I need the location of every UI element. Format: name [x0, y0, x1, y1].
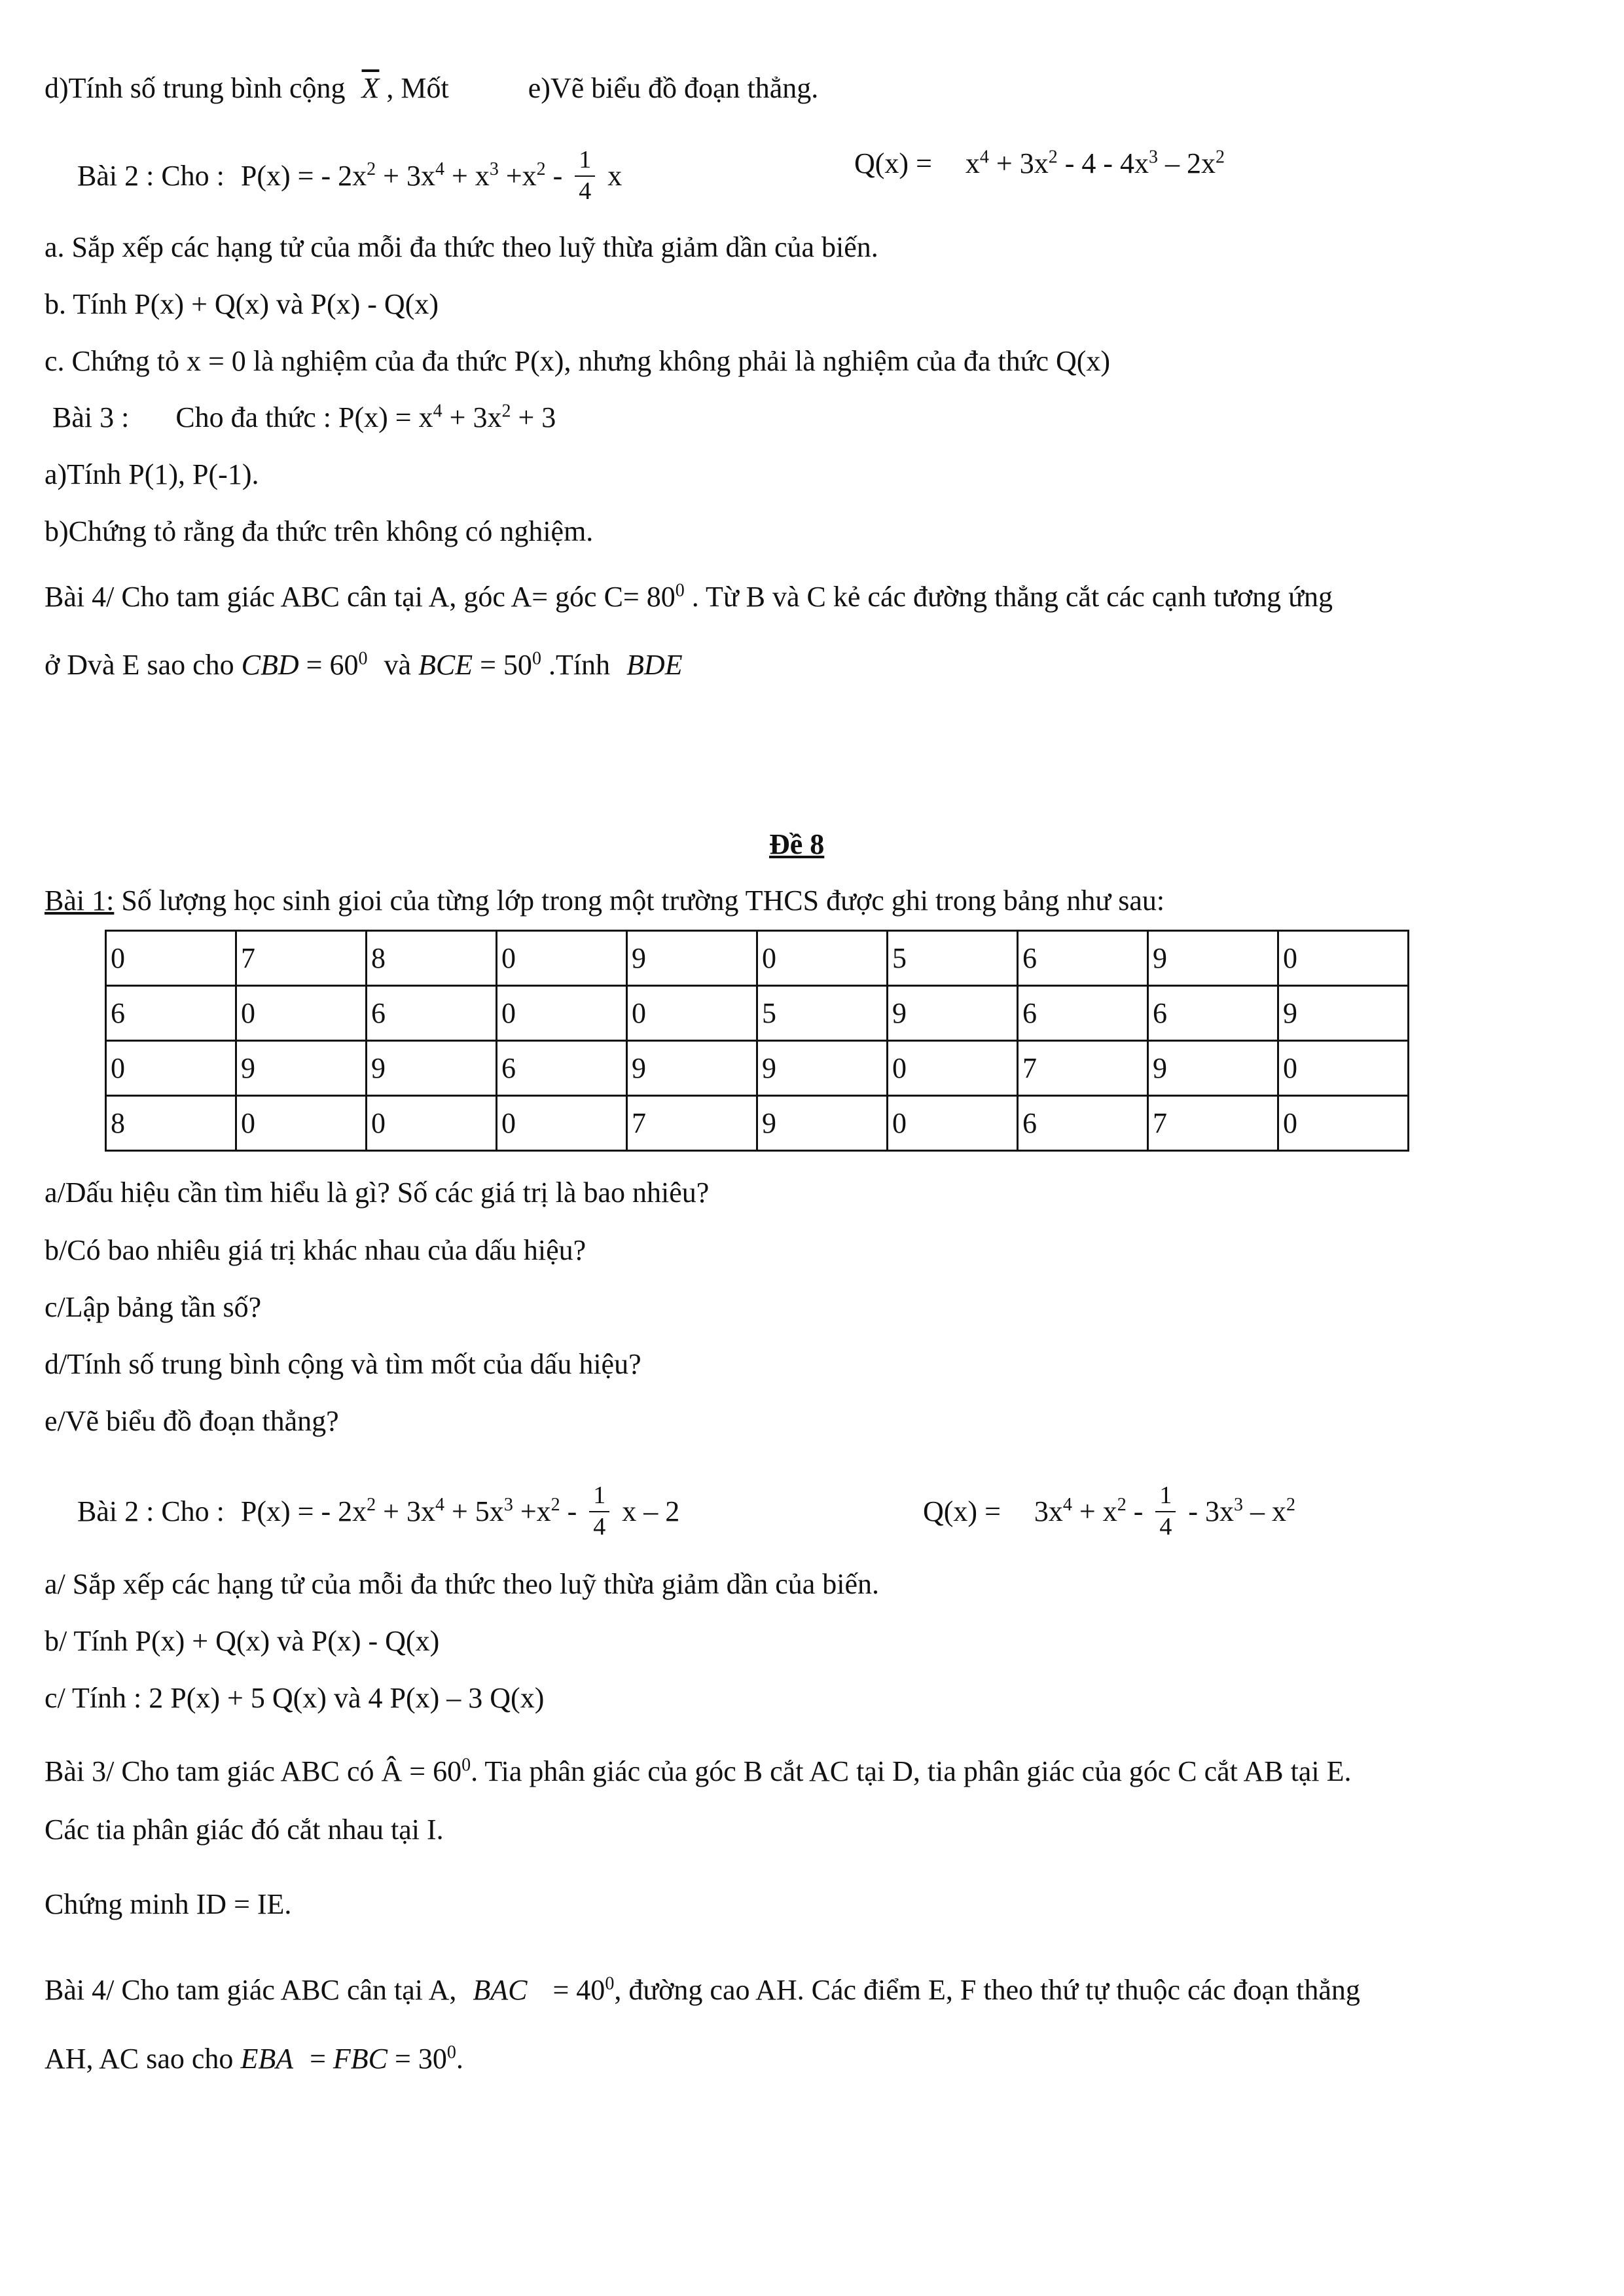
text-fragment: Bài 1:: [45, 884, 115, 917]
text-fragment: Bài 2 : Cho :: [77, 159, 225, 192]
exponent: 3: [1149, 147, 1159, 168]
table-cell: 6: [367, 986, 497, 1041]
prev-bai4-line2: [45, 648, 683, 681]
table-cell: 9: [236, 1041, 367, 1096]
de8-bai1-c: c/Lập bảng tần số?: [45, 1291, 262, 1323]
exponent: 2: [1216, 147, 1225, 168]
exponent: 2: [1117, 1495, 1127, 1516]
table-row: [106, 931, 1409, 986]
angle-name: CBD: [241, 649, 299, 681]
text-fragment: P(x) = - 2x: [240, 159, 367, 192]
exponent: 4: [435, 1495, 444, 1516]
table-row: [106, 1041, 1409, 1096]
exponent: 4: [435, 159, 444, 180]
table-cell: 9: [1148, 931, 1278, 986]
text-fragment: x: [607, 159, 623, 192]
exponent: 2: [367, 159, 376, 180]
text-fragment: +x: [505, 159, 537, 192]
text-fragment: = 30: [395, 2043, 447, 2075]
text-fragment: và: [384, 649, 411, 681]
text-fragment: x – 2: [622, 1495, 680, 1527]
angle-name: EBA: [240, 2043, 294, 2075]
exponent: 2: [501, 401, 511, 422]
text-fragment: - 4 - 4x: [1064, 147, 1149, 179]
exponent: 2: [1048, 147, 1058, 168]
de8-bai3-line1: [45, 1757, 1351, 1786]
text-fragment: + 3x: [383, 1495, 435, 1527]
exponent: 2: [550, 1495, 560, 1516]
text-fragment: + x: [1079, 1495, 1117, 1527]
fraction-numerator: 1: [575, 147, 595, 177]
table-cell: 0: [497, 931, 627, 986]
table-cell: 0: [106, 1041, 236, 1096]
table-cell: 0: [236, 1096, 367, 1151]
table-cell: 0: [757, 931, 888, 986]
text-fragment: – x: [1250, 1495, 1287, 1527]
table-cell: 9: [627, 1041, 757, 1096]
text-fragment: + 3x: [449, 401, 502, 433]
table-cell: 6: [1018, 931, 1148, 986]
exponent: 3: [1234, 1495, 1244, 1516]
exponent: 2: [367, 1495, 376, 1516]
table-cell: 9: [1278, 986, 1409, 1041]
text-fragment: Bài 3/ Cho tam giác ABC có Â = 60: [45, 1755, 462, 1787]
text-fragment: +x: [520, 1495, 551, 1527]
prev-bai2-polynomials: [77, 146, 623, 208]
table-cell: 7: [1148, 1096, 1278, 1151]
de8-bai2-Q: [923, 1482, 1296, 1544]
text-fragment: Q(x) =: [923, 1495, 1001, 1527]
fraction-numerator: 1: [1155, 1482, 1176, 1512]
data-table: [105, 930, 1409, 1152]
table-cell: 9: [757, 1096, 888, 1151]
text-fragment: Q(x) =: [854, 147, 932, 179]
de8-bai2-a: a/ Sắp xếp các hạng tử của mỗi đa thức theo luỹ thừa giảm dần của biến.: [45, 1568, 880, 1600]
text-fragment: + 3x: [383, 159, 435, 192]
text-fragment: + 5x: [451, 1495, 504, 1527]
text-fragment: -: [1133, 1495, 1144, 1527]
mean-symbol: $\overline{X}$: [361, 72, 380, 104]
table-cell: 9: [367, 1041, 497, 1096]
angle-name: BCE: [418, 649, 473, 681]
table-cell: 0: [1278, 1096, 1409, 1151]
table-cell: 0: [236, 986, 367, 1041]
text-fragment: P(x) = - 2x: [240, 1495, 367, 1527]
table-cell: 5: [757, 986, 888, 1041]
table-cell: 0: [106, 931, 236, 986]
table-cell: 6: [106, 986, 236, 1041]
table-cell: 0: [1278, 931, 1409, 986]
text-fragment: =: [310, 2043, 326, 2075]
exponent: 0: [675, 580, 685, 601]
exponent: 3: [503, 1495, 513, 1516]
de8-bai1-intro: [45, 886, 1164, 915]
text-fragment: -: [567, 1495, 577, 1527]
text-fragment: Bài 2 : Cho :: [77, 1495, 225, 1527]
text-fragment: = 40: [552, 1974, 605, 2006]
exponent: 3: [489, 159, 499, 180]
fraction-denominator: 4: [1159, 1512, 1172, 1540]
fraction: [575, 147, 595, 206]
table-cell: 9: [1148, 1041, 1278, 1096]
exponent: 0: [532, 648, 541, 669]
angle-name: FBC: [333, 2043, 388, 2075]
text-fragment: x: [965, 147, 980, 179]
table-cell: 9: [627, 931, 757, 986]
text-fragment: e)Vẽ biểu đồ đoạn thẳng.: [528, 72, 819, 104]
prev-bai2-b: b. Tính P(x) + Q(x) và P(x) - Q(x): [45, 288, 439, 320]
text-fragment: . Tia phân giác của góc B cắt AC tại D, tia phân giác của góc C cắt AB tại E.: [471, 1755, 1352, 1787]
text-fragment: Bài 4/ Cho tam giác ABC cân tại A, góc A= góc C= 80: [45, 581, 676, 613]
text-fragment: Số lượng học sinh gioi của từng lớp trong một trường THCS được ghi trong bảng như sau:: [114, 884, 1165, 917]
exponent: 4: [1062, 1495, 1072, 1516]
table-cell: 6: [497, 1041, 627, 1096]
table-cell: 7: [1018, 1041, 1148, 1096]
prev-bai3-a: a)Tính P(1), P(-1).: [45, 458, 259, 490]
text-fragment: AH, AC sao cho: [45, 2043, 234, 2075]
text-fragment: Cho đa thức : P(x) = x: [175, 401, 433, 433]
fraction: [1155, 1482, 1176, 1541]
de8-bai3-line2: Các tia phân giác đó cắt nhau tại I.: [45, 1813, 444, 1846]
table-cell: 5: [888, 931, 1018, 986]
de8-bai4-line2: [45, 2042, 463, 2075]
exponent: 4: [979, 147, 989, 168]
table-cell: 9: [757, 1041, 888, 1096]
text-fragment: ở Dvà E sao cho: [45, 649, 234, 681]
exam-title: Đề 8: [769, 828, 825, 860]
text-fragment: – 2x: [1165, 147, 1216, 179]
exponent: 4: [433, 401, 442, 422]
text-fragment: + 3x: [996, 147, 1049, 179]
text-fragment: .: [456, 2043, 463, 2075]
table-cell: 0: [497, 1096, 627, 1151]
text-fragment: d)Tính số trung bình cộng: [45, 72, 346, 104]
table-cell: 0: [888, 1041, 1018, 1096]
table-cell: 0: [888, 1096, 1018, 1151]
text-fragment: , Mốt: [386, 72, 449, 104]
table-cell: 6: [1018, 1096, 1148, 1151]
fraction: [589, 1482, 609, 1541]
prev-bai3-b: b)Chứng tỏ rằng đa thức trên không có nghiệm.: [45, 515, 594, 547]
exponent: 2: [536, 159, 546, 180]
table-cell: 7: [627, 1096, 757, 1151]
text-fragment: Bài 4/ Cho tam giác ABC cân tại A,: [45, 1974, 457, 2006]
prev-bai3: [52, 403, 556, 432]
table-row: [106, 986, 1409, 1041]
de8-bai3-line3: Chứng minh ID = IE.: [45, 1888, 292, 1920]
fraction-denominator: 4: [579, 177, 592, 205]
table-cell: 0: [367, 1096, 497, 1151]
text-fragment: -: [552, 159, 563, 192]
exponent: 0: [446, 2042, 456, 2063]
de8-bai1-a: a/Dấu hiệu cần tìm hiểu là gì? Số các giá trị là bao nhiêu?: [45, 1176, 710, 1209]
prev-bai4-line1: [45, 580, 1333, 613]
table-cell: 0: [497, 986, 627, 1041]
table-cell: 6: [1018, 986, 1148, 1041]
angle-name: BAC: [473, 1974, 528, 2006]
prev-bai2-c: c. Chứng tỏ x = 0 là nghiệm của đa thức P(x), nhưng không phải là nghiệm của đa thức Q(x): [45, 345, 1111, 377]
de8-bai2-P: [77, 1482, 680, 1544]
exponent: 2: [1286, 1495, 1296, 1516]
text-fragment: = 60: [306, 649, 359, 681]
text-fragment: . Từ B và C kẻ các đường thẳng cắt các cạnh tương ứng: [691, 581, 1333, 613]
exponent: 0: [461, 1755, 471, 1776]
text-fragment: = 50: [480, 649, 532, 681]
text-fragment: + x: [451, 159, 490, 192]
text-fragment: - 3x: [1188, 1495, 1235, 1527]
prev-question-d-e: [45, 74, 818, 103]
de8-bai1-e: e/Vẽ biểu đồ đoạn thẳng?: [45, 1405, 339, 1437]
text-fragment: + 3: [518, 401, 556, 433]
de8-bai4-line1: [45, 1973, 1360, 2006]
fraction-denominator: 4: [593, 1512, 606, 1540]
angle-name: BDE: [626, 649, 683, 681]
fraction-numerator: 1: [589, 1482, 609, 1512]
table-row: [106, 1096, 1409, 1151]
de8-bai2-b: b/ Tính P(x) + Q(x) và P(x) - Q(x): [45, 1625, 440, 1657]
de8-bai1-b: b/Có bao nhiêu giá trị khác nhau của dấu hiệu?: [45, 1234, 586, 1266]
exponent: 0: [358, 648, 368, 669]
prev-bai2-Q: [854, 149, 1225, 178]
de8-bai2-c: c/ Tính : 2 P(x) + 5 Q(x) và 4 P(x) – 3 Q(x): [45, 1682, 545, 1714]
de8-bai1-d: d/Tính số trung bình cộng và tìm mốt của dấu hiệu?: [45, 1348, 641, 1380]
exponent: 0: [605, 1973, 615, 1994]
table-cell: 0: [1278, 1041, 1409, 1096]
text-fragment: 3x: [1034, 1495, 1063, 1527]
prev-bai2-a: a. Sắp xếp các hạng tử của mỗi đa thức theo luỹ thừa giảm dần của biến.: [45, 231, 878, 263]
table-cell: 7: [236, 931, 367, 986]
text-fragment: Bài 3 :: [52, 401, 130, 433]
table-cell: 0: [627, 986, 757, 1041]
text-fragment: .Tính: [548, 649, 611, 681]
table-cell: 8: [106, 1096, 236, 1151]
table-cell: 8: [367, 931, 497, 986]
table-cell: 6: [1148, 986, 1278, 1041]
table-cell: 9: [888, 986, 1018, 1041]
text-fragment: , đường cao AH. Các điểm E, F theo thứ tự thuộc các đoạn thẳng: [614, 1974, 1360, 2006]
